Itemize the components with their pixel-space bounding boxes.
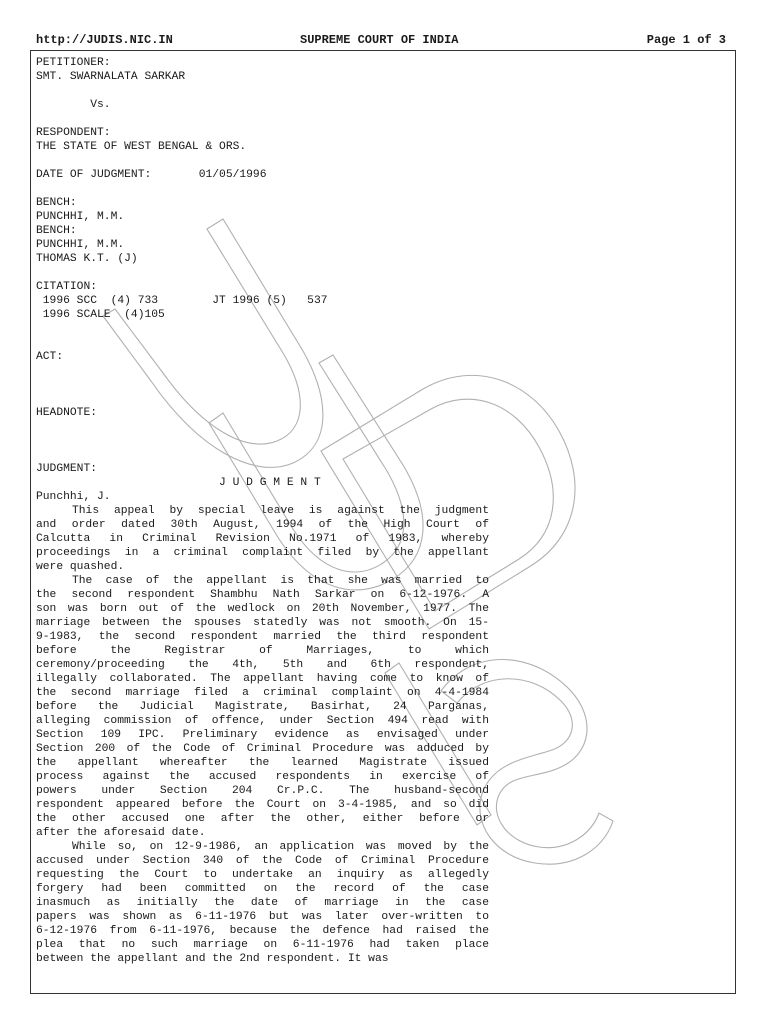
paragraph-line: plea that no such marriage on 6-11-1976 had taken place	[36, 939, 489, 951]
paragraph-line: The case of the appellant is that she was married to	[72, 575, 489, 587]
page-header	[36, 33, 726, 49]
judgment-label: JUDGMENT:	[36, 463, 98, 475]
paragraph-line: respondent appeared before the Court on 3-4-1985, and so did	[36, 799, 489, 811]
paragraph-line: before the Judicial Magistrate, Basirhat, 24 Parganas,	[36, 701, 489, 713]
bench-member: PUNCHHI, M.M.	[36, 211, 125, 223]
judgment-document	[36, 56, 726, 966]
paragraph-line: papers was shown as 6-11-1976 but was later over-written to	[36, 911, 489, 923]
paragraph-line: illegally collaborated. The appellant having come to know of	[36, 673, 489, 685]
paragraph-line: after the aforesaid date.	[36, 827, 206, 839]
court-name: SUPREME COURT OF INDIA	[300, 33, 459, 47]
paragraph-line: son was born out of the wedlock on 20th November, 1977. The	[36, 603, 489, 615]
respondent-label: RESPONDENT:	[36, 127, 111, 139]
paragraph-line: Section 200 of the Code of Criminal Procedure was adduced by	[36, 743, 489, 755]
paragraph-line: and order dated 30th August, 1994 of the High Court of	[36, 519, 489, 531]
bench-member: PUNCHHI, M.M.	[36, 239, 125, 251]
headnote-label: HEADNOTE:	[36, 407, 98, 419]
versus-label: Vs.	[36, 99, 111, 111]
paragraph-line: the other accused one after the other, either before or	[36, 813, 489, 825]
paragraph-line: marriage between the spouses statedly was not smooth. On 15-	[36, 617, 489, 629]
petitioner-label: PETITIONER:	[36, 57, 111, 69]
page-number: Page 1 of 3	[646, 33, 726, 47]
paragraph-line: ceremony/proceeding the 4th, 5th and 6th respondent,	[36, 659, 489, 671]
citation-line: 1996 SCC (4) 733 JT 1996 (5) 537	[36, 295, 328, 307]
paragraph-line: the appellant whereafter the learned Magistrate issued	[36, 757, 489, 769]
paragraph-line: accused under Section 340 of the Code of Criminal Procedure	[36, 855, 489, 867]
citation-line: 1996 SCALE (4)105	[36, 309, 165, 321]
paragraph-line: 9-1983, the second respondent married the third respondent	[36, 631, 489, 643]
judgment-heading: J U D G M E N T	[36, 477, 321, 489]
paragraph-line: alleging commission of offence, under Section 494 read with	[36, 715, 489, 727]
paragraph-line: were quashed.	[36, 561, 125, 573]
date-of-judgment: DATE OF JUDGMENT: 01/05/1996	[36, 169, 267, 181]
paragraph-line: between the appellant and the 2nd respondent. It was	[36, 953, 389, 965]
paragraph-line: forgery had been committed on the record of the case	[36, 883, 489, 895]
paragraph-line: proceedings in a criminal complaint filed by the appellant	[36, 547, 489, 559]
paragraph-line: before the Registrar of Marriages, to which	[36, 645, 489, 657]
paragraph-line: the second respondent Shambhu Nath Sarkar on 6-12-1976. A	[36, 589, 489, 601]
bench-label: BENCH:	[36, 225, 77, 237]
judge-name: Punchhi, J.	[36, 491, 111, 503]
paragraph-line: While so, on 12-9-1986, an application was moved by the	[72, 841, 489, 853]
paragraph-line: inasmuch as initially the date of marriage in the case	[36, 897, 489, 909]
bench-member: THOMAS K.T. (J)	[36, 253, 138, 265]
paragraph-line: process against the accused respondents in exercise of	[36, 771, 489, 783]
paragraph-line: requesting the Court to undertake an inquiry as allegedly	[36, 869, 489, 881]
bench-label: BENCH:	[36, 197, 77, 209]
paragraph-line: This appeal by special leave is against the judgment	[72, 505, 489, 517]
source-url[interactable]: http://JUDIS.NIC.IN	[36, 33, 173, 47]
paragraph-line: Section 109 IPC. Preliminary evidence as envisaged under	[36, 729, 489, 741]
petitioner-name: SMT. SWARNALATA SARKAR	[36, 71, 186, 83]
citation-label: CITATION:	[36, 281, 98, 293]
respondent-name: THE STATE OF WEST BENGAL & ORS.	[36, 141, 247, 153]
document-frame	[30, 50, 736, 994]
paragraph-line: powers under Section 204 Cr.P.C. The husband-second	[36, 785, 489, 797]
act-label: ACT:	[36, 351, 64, 363]
judgment-paragraphs	[36, 504, 726, 966]
paragraph-line: the second marriage filed a criminal complaint on 4-4-1984	[36, 687, 489, 699]
paragraph-line: 6-12-1976 from 6-11-1976, because the defence had raised the	[36, 925, 489, 937]
paragraph-line: Calcutta in Criminal Revision No.1971 of 1983, whereby	[36, 533, 489, 545]
